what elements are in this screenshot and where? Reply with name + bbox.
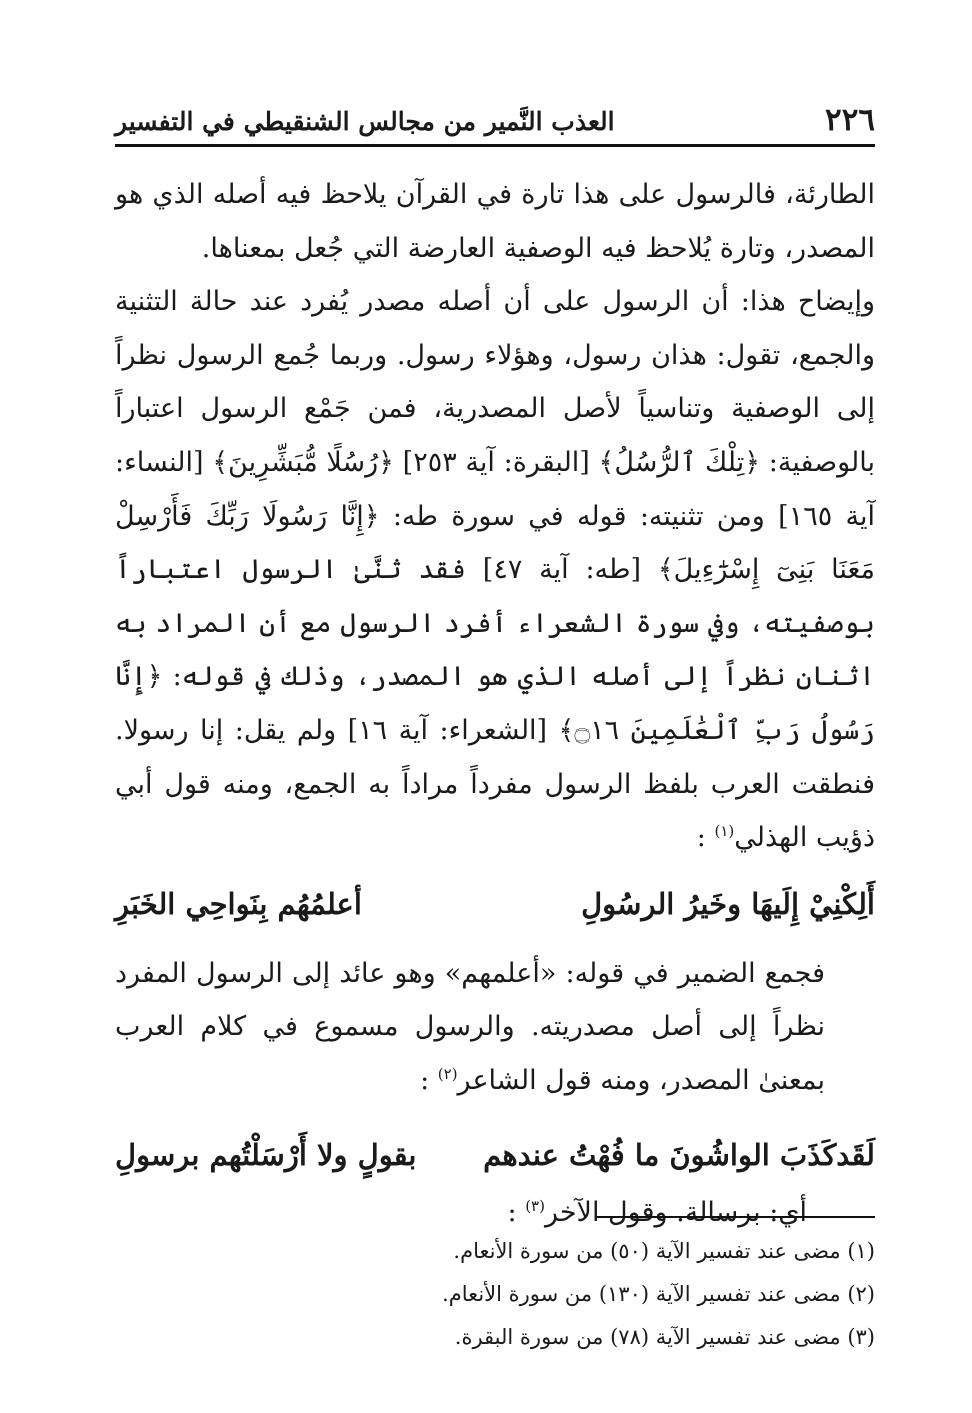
footnote-2: (٢) مضى عند تفسير الآية (١٣٠) من سورة الأنعام. <box>442 1282 875 1306</box>
paragraph-2-colon: : <box>696 822 706 854</box>
verse-2-first-hemistich: لَقَدكَذَبَ الواشُونَ ما فُهْتُ عندهم <box>483 1137 875 1172</box>
footnote-1: (١) مضى عند تفسير الآية (٥٠) من سورة الأنعام. <box>453 1239 875 1263</box>
paragraph-2-text: وإيضاح هذا: أن الرسول على أن أصله مصدر يُفرد عند حالة التثنية والجمع، تقول: هذان رسول، وهؤلاء رسول. وربما جُمع الرسول نظراً إلى الوصفية وتناسياً لأصل المصدرية، فمن جَمْع الرسول اعتباراً بالوصفية: ﴿تِلْكَ ٱلرُّسُلُ﴾ [البقرة: آية ٢٥٣] ﴿رُسُلًا مُّبَشِّرِينَ﴾ [النساء: آية ١٦٥] ومن تثنيته: قوله في سورة طه: ﴿إِنَّا رَسُولَا رَبِّكَ فَأَرْسِلْ مَعَنَا بَنِىٓ إِسْرَٰٓءِيلَ﴾ [طه: آية ٤٧] فقد ثنَّىٰ الرسول اعتباراً بوصفيته، وفي سورة الشعراء أفرد الرسول مع أن المراد به اثنان نظراً إلى أصله الذي هو المصدر، وذلك في قوله: ﴿إِنَّا رَسُولُ رَبِّ ٱلْعَٰلَمِينَ ۝١٦﴾ [الشعراء: آية ١٦] ولم يقل: إنا رسولا. فنطقت العرب بلفظ الرسول مفرداً مراداً به الجمع، ومنه قول أبي ذؤيب الهذلي <box>115 286 875 854</box>
main-text <box>115 168 875 1240</box>
footnote-ref-1: (١) <box>714 822 735 841</box>
footnote-3: (٣) مضى عند تفسير الآية (٧٨) من سورة البقرة. <box>454 1325 875 1349</box>
poetry-verse-1 <box>115 877 875 931</box>
running-title: العذب النَّمير من مجالس الشنقيطي في التفسير <box>115 107 615 136</box>
page-header <box>115 90 875 147</box>
paragraph-4-colon: : <box>507 1196 517 1228</box>
paragraph-2 <box>115 275 875 865</box>
footnote-separator <box>597 1216 875 1218</box>
paragraph-1: الطارئة، فالرسول على هذا تارة في القرآن يلاحظ فيه أصله الذي هو المصدر، وتارة يُلاحظ فيه الوصفية العارضة التي جُعل بمعناها. <box>115 179 875 264</box>
page-number: ٢٢٦ <box>825 102 875 138</box>
footnote-ref-3: (٣) <box>525 1196 545 1215</box>
paragraph-3-text: فجمع الضمير في قوله: «أعلمهم» وهو عائد إلى الرسول المفرد نظراً إلى أصل مصدريته. والرسول مسموع في كلام العرب بمعنىٰ المصدر، ومنه قول الشاعر <box>115 957 825 1096</box>
paragraph-3-colon: : <box>420 1064 430 1096</box>
poetry-verse-2 <box>115 1128 875 1182</box>
verse-2-second-hemistich: بقولٍ ولا أَرْسَلْتُهم برسولِ <box>115 1137 417 1172</box>
footnotes <box>375 1230 875 1359</box>
paragraph-3 <box>115 947 875 1108</box>
verse-1-second-hemistich: أعلمُهُم بِنَواحِي الخَبَرِ <box>115 886 362 921</box>
verse-1-first-hemistich: أَلِكْنِيْ إِلَيهَا وخَيرُ الرسُولِ <box>581 886 875 921</box>
footnote-ref-2: (٢) <box>437 1064 458 1083</box>
paragraph-4-text: أي: برسالة. وقول الآخر <box>544 1196 807 1228</box>
